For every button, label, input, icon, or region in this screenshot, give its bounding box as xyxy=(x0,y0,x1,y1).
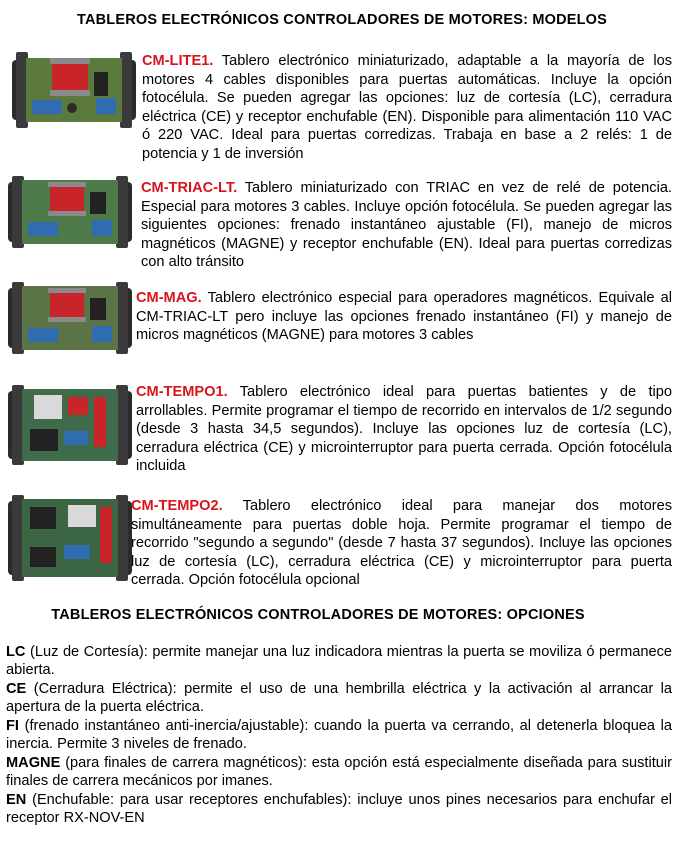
cm-mag-text: Tablero electrónico especial para operadores magnéticos. Equivale al CM-TRIAC-LT pero incluye las opciones frenado instantáneo (FI) y manejo de micros magnéticos (MAGNE) para motores 3 cables xyxy=(136,290,672,344)
option-lc xyxy=(6,643,672,680)
cm-lite1-board-image xyxy=(12,52,136,128)
option-ce-code: CE xyxy=(6,681,27,697)
cm-lite1-code: CM-LITE1. xyxy=(142,53,214,69)
option-fi-text: (frenado instantáneo anti-inercia/ajustable): cuando la puerta va cerrando, al detenerla bloquea la inercia. Permite 3 niveles de frenado. xyxy=(6,718,672,753)
cm-tempo2-board-image xyxy=(8,495,132,581)
cm-tempo1-description xyxy=(136,383,672,476)
cm-triac-lt-description xyxy=(141,179,672,272)
option-magne-code: MAGNE xyxy=(6,755,61,771)
option-lc-code: LC xyxy=(6,644,26,660)
cm-mag-description xyxy=(136,289,672,345)
option-en xyxy=(6,791,672,828)
cm-tempo1-board-image xyxy=(8,385,132,465)
cm-tempo2-code: CM-TEMPO2. xyxy=(131,498,223,514)
option-ce xyxy=(6,680,672,717)
cm-triac-lt-text: Tablero miniaturizado con TRIAC en vez de relé de potencia. Especial para motores 3 cables. Incluye opción fotocélula. Se pueden agregar las siguientes opciones: frenado instantáneo ajustable (FI), manejo de micros magnéticos (MAGNE) y receptor enchufable (EN). Ideal para puertas corredizas con alto tránsito xyxy=(141,180,672,271)
cm-mag-code: CM-MAG. xyxy=(136,290,202,306)
option-fi xyxy=(6,717,672,754)
cm-triac-lt-board-image xyxy=(8,176,132,248)
cm-tempo1-code: CM-TEMPO1. xyxy=(136,384,228,400)
options-heading: TABLEROS ELECTRÓNICOS CONTROLADORES DE MOTORES: OPCIONES xyxy=(51,607,585,623)
cm-mag-board-image xyxy=(8,282,132,354)
cm-tempo2-description xyxy=(131,497,672,590)
option-magne xyxy=(6,754,672,791)
option-fi-code: FI xyxy=(6,718,19,734)
cm-lite1-text: Tablero electrónico miniaturizado, adaptable a la mayoría de los motores 4 cables disponibles para puertas automáticas. Incluye la opción fotocélula. Se pueden agregar las opciones: luz de cortesía (LC), cerradura eléctrica (CE) y receptor enchufable (EN). Disponible para alimentación 110 VAC ó 220 VAC. Ideal para puertas corredizas. Trabaja en base a 2 relés: 1 de potencia y 1 de inversión xyxy=(142,53,672,162)
cm-triac-lt-code: CM-TRIAC-LT. xyxy=(141,180,238,196)
cm-tempo2-text: Tablero electrónico ideal para manejar dos motores simultáneamente para puertas doble hoja. Permite programar el tiempo de recorrido "segundo a segundo" (desde 7 hasta 37 segundos). Incluye las opciones luz de cortesía (LC), cerradura eléctrica (CE) y microinterruptor para puerta cerrada. Opción fotocélula opcional xyxy=(131,498,672,589)
models-heading: TABLEROS ELECTRÓNICOS CONTROLADORES DE MOTORES: MODELOS xyxy=(76,12,608,28)
option-ce-text: (Cerradura Eléctrica): permite el uso de una hembrilla eléctrica y la activación al arrancar la apertura de la puerta eléctrica. xyxy=(6,681,672,716)
option-magne-text: (para finales de carrera magnéticos): esta opción está especialmente diseñada para sustituir finales de carrera mecánicos por imanes. xyxy=(6,755,672,790)
option-en-text: (Enchufable: para usar receptores enchufables): incluye unos pines necesarios para enchufar el receptor RX-NOV-EN xyxy=(6,792,672,827)
cm-tempo1-text: Tablero electrónico ideal para puertas batientes y de tipo arrollables. Permite programar el tiempo de recorrido en intervalos de 1/2 segundo (desde 3 hasta 34,5 segundos). Incluye las opciones luz de cortesía (LC), cerradura eléctrica (CE) y microinterruptor para puerta cerrada. Opción fotocélula incluida xyxy=(136,384,672,475)
cm-lite1-description xyxy=(142,52,672,164)
option-en-code: EN xyxy=(6,792,27,808)
option-lc-text: (Luz de Cortesía): permite manejar una luz indicadora mientras la puerta se moviliza ó permanece abierta. xyxy=(6,644,672,679)
